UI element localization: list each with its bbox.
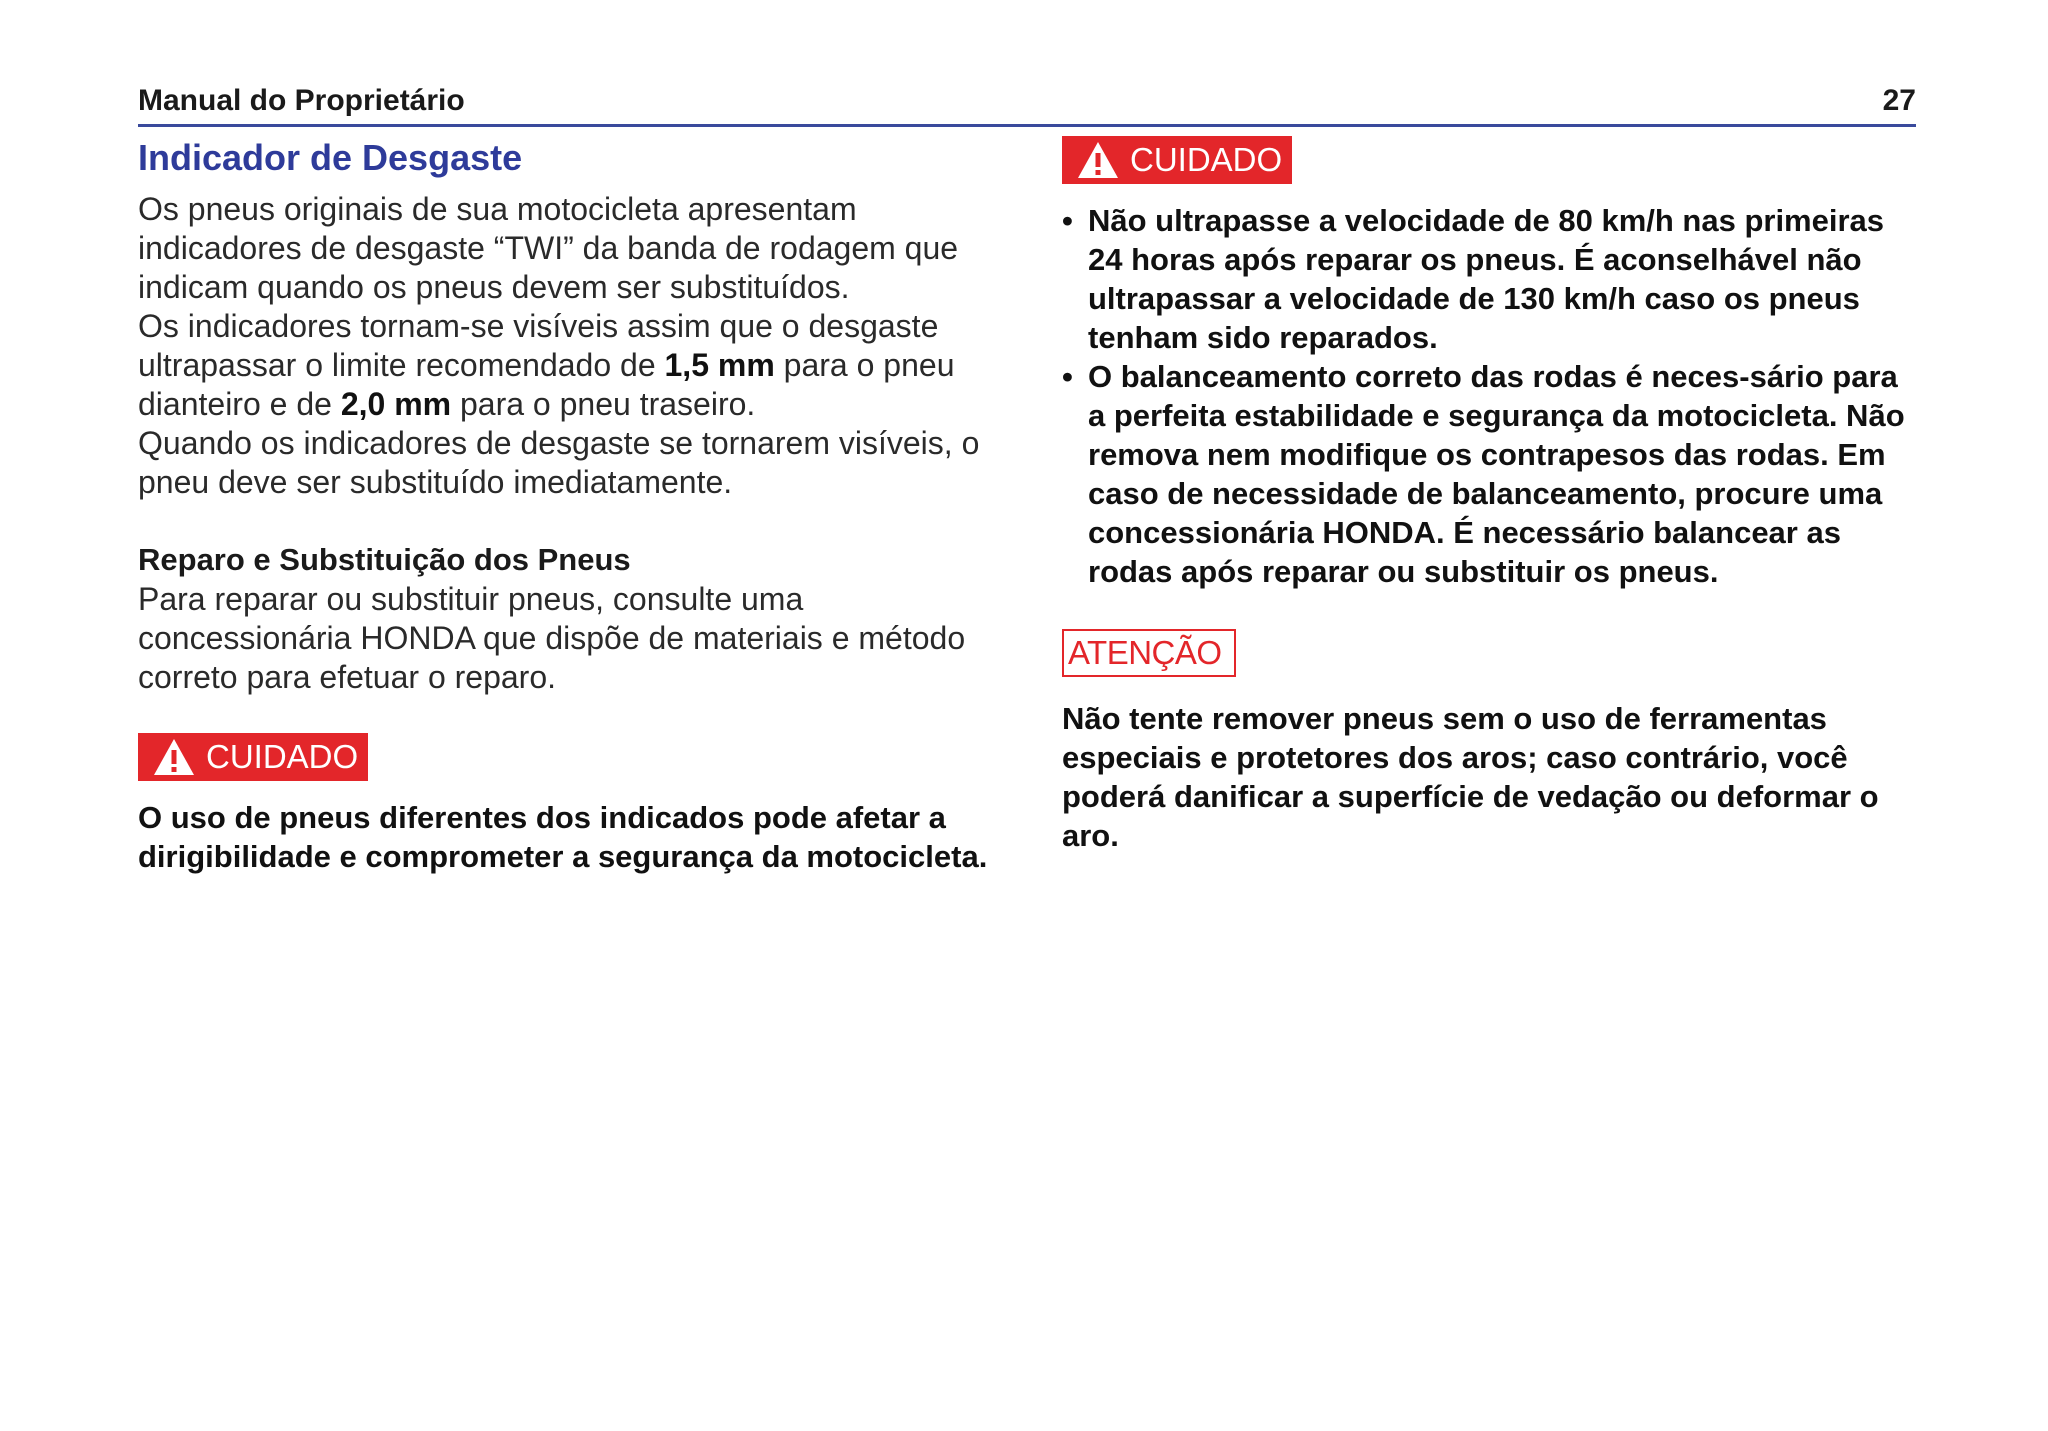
page-header (138, 80, 1916, 127)
list-item-text: Não ultrapasse a velocidade de 80 km/h nas primeiras 24 horas após reparar os pneus. É aconselhável não ultrapassar a velocidade de 130 km/h caso os pneus tenham sido reparados. (1088, 203, 1885, 355)
warning-triangle-icon (1076, 140, 1120, 180)
paragraph-replace: Quando os indicadores de desgaste se tornarem visíveis, o pneu deve ser substituído imediatamente. (138, 425, 980, 500)
caution-text: O uso de pneus diferentes dos indicados pode afetar a dirigibilidade e comprometer a segurança da motocicleta. (138, 800, 988, 874)
caution-label: CUIDADO (206, 738, 359, 775)
paragraph-limits (138, 307, 1018, 424)
paragraph-repair: Para reparar ou substituir pneus, consulte uma concessionária HONDA que dispõe de materiais e método correto para efetuar o reparo. (138, 581, 966, 695)
bullet-symbol: • (1062, 203, 1073, 238)
caution-label: CUIDADO (1130, 141, 1283, 178)
warning-triangle-icon (152, 737, 196, 777)
caution-badge (1062, 136, 1292, 184)
limits-text-c: para o pneu dianteiro e de (138, 347, 955, 422)
caution-bullet-list (1062, 201, 1922, 591)
paragraph-twi: Os pneus originais de sua motocicleta apresentam indicadores de desgaste “TWI” da banda de rodagem que indicam quando os pneus devem ser substituídos. (138, 191, 959, 305)
attention-badge: ATENÇÃO (1062, 629, 1236, 677)
front-limit-value: 1,5 mm (664, 347, 775, 383)
rear-limit-value: 2,0 mm (340, 386, 452, 422)
limits-text-a: Os indicadores tornam-se visíveis assim que o desgaste ultrapassar o limite recomendado de (138, 308, 939, 383)
section-title: Indicador de Desgaste (138, 137, 523, 178)
bullet-symbol: • (1062, 359, 1073, 394)
list-item (1062, 357, 1922, 591)
list-item (1062, 201, 1922, 357)
left-column (138, 136, 1018, 876)
caution-badge (138, 733, 368, 781)
attention-text: Não tente remover pneus sem o uso de ferramentas especiais e protetores dos aros; caso contrário, você poderá danificar a superfície de vedação ou deformar o aro. (1062, 701, 1879, 853)
limits-text-d: para o pneu traseiro. (451, 386, 756, 422)
manual-title: Manual do Proprietário (138, 84, 465, 117)
repair-subhead: Reparo e Substituição dos Pneus (138, 542, 631, 577)
page-number: 27 (1882, 84, 1916, 117)
right-column (1062, 136, 1922, 855)
list-item-text: O balanceamento correto das rodas é neces-sário para a perfeita estabilidade e segurança da motocicleta. Não remova nem modifique os contrapesos das rodas. Em caso de necessidade de balanceamento, procure uma concessionária HONDA. É necessário balancear as rodas após reparar ou substituir os pneus. (1088, 359, 1905, 589)
